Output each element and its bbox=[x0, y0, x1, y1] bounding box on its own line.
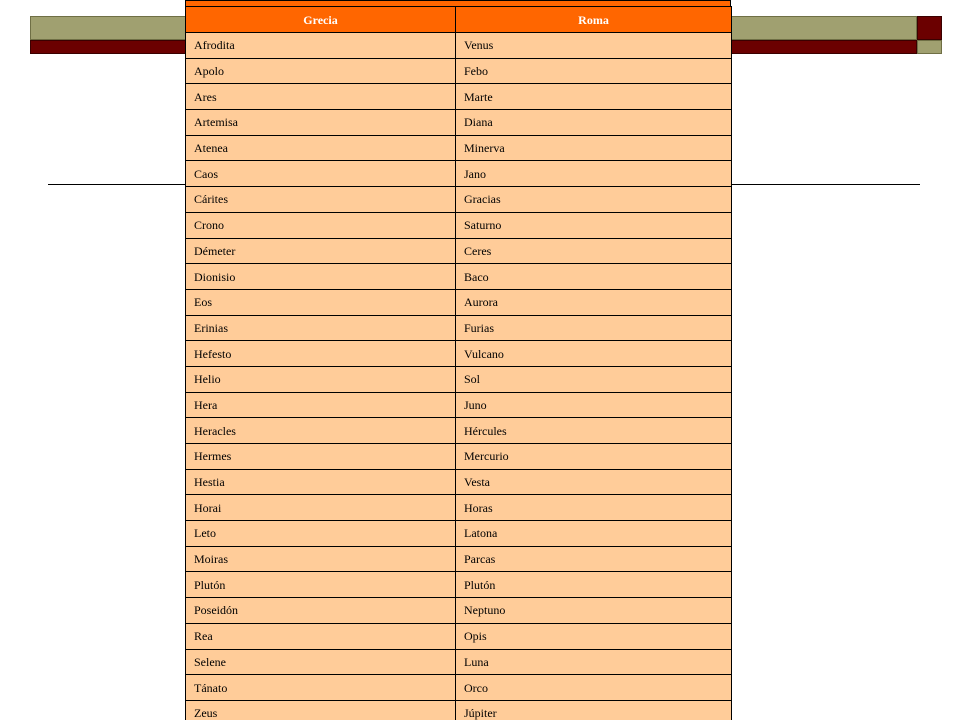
table-body bbox=[186, 33, 732, 720]
divider-right bbox=[730, 184, 920, 185]
table-row bbox=[186, 623, 732, 649]
decor-corner-maroon bbox=[917, 16, 942, 40]
table-row bbox=[186, 366, 732, 392]
cell-greek-name: Heracles bbox=[186, 418, 456, 444]
table-row bbox=[186, 110, 732, 136]
cell-roman-name: Luna bbox=[456, 649, 732, 675]
cell-roman-name: Baco bbox=[456, 264, 732, 290]
cell-roman-name: Gracias bbox=[456, 187, 732, 213]
cell-greek-name: Rea bbox=[186, 623, 456, 649]
cell-roman-name: Jano bbox=[456, 161, 732, 187]
cell-roman-name: Parcas bbox=[456, 546, 732, 572]
cell-greek-name: Artemisa bbox=[186, 110, 456, 136]
header-roma: Roma bbox=[456, 7, 732, 33]
cell-roman-name: Diana bbox=[456, 110, 732, 136]
table-header-row bbox=[186, 7, 732, 33]
cell-greek-name: Hefesto bbox=[186, 341, 456, 367]
cell-greek-name: Zeus bbox=[186, 700, 456, 720]
cell-greek-name: Cárites bbox=[186, 187, 456, 213]
table-row bbox=[186, 341, 732, 367]
header-grecia: Grecia bbox=[186, 7, 456, 33]
table-row bbox=[186, 187, 732, 213]
cell-greek-name: Eos bbox=[186, 289, 456, 315]
cell-greek-name: Hera bbox=[186, 392, 456, 418]
cell-roman-name: Latona bbox=[456, 521, 732, 547]
cell-roman-name: Venus bbox=[456, 33, 732, 59]
cell-greek-name: Apolo bbox=[186, 58, 456, 84]
cell-roman-name: Aurora bbox=[456, 289, 732, 315]
cell-roman-name: Sol bbox=[456, 366, 732, 392]
cell-roman-name: Minerva bbox=[456, 135, 732, 161]
decor-corner-olive bbox=[917, 40, 942, 54]
table-row bbox=[186, 649, 732, 675]
cell-greek-name: Erinias bbox=[186, 315, 456, 341]
cell-greek-name: Helio bbox=[186, 366, 456, 392]
cell-greek-name: Crono bbox=[186, 212, 456, 238]
table-row bbox=[186, 572, 732, 598]
cell-greek-name: Caos bbox=[186, 161, 456, 187]
cell-roman-name: Opis bbox=[456, 623, 732, 649]
table-row bbox=[186, 495, 732, 521]
table-row bbox=[186, 392, 732, 418]
cell-greek-name: Horai bbox=[186, 495, 456, 521]
cell-roman-name: Juno bbox=[456, 392, 732, 418]
cell-roman-name: Ceres bbox=[456, 238, 732, 264]
gods-table-container bbox=[185, 0, 731, 720]
table-row bbox=[186, 546, 732, 572]
cell-roman-name: Hércules bbox=[456, 418, 732, 444]
table-row bbox=[186, 598, 732, 624]
cell-roman-name: Vesta bbox=[456, 469, 732, 495]
table-row bbox=[186, 84, 732, 110]
cell-roman-name: Neptuno bbox=[456, 598, 732, 624]
cell-roman-name: Orco bbox=[456, 675, 732, 701]
cell-roman-name: Vulcano bbox=[456, 341, 732, 367]
cell-greek-name: Selene bbox=[186, 649, 456, 675]
table-row bbox=[186, 264, 732, 290]
decor-band-maroon-left bbox=[30, 40, 185, 54]
table-row bbox=[186, 315, 732, 341]
cell-greek-name: Dionisio bbox=[186, 264, 456, 290]
table-row bbox=[186, 212, 732, 238]
cell-greek-name: Leto bbox=[186, 521, 456, 547]
cell-roman-name: Furias bbox=[456, 315, 732, 341]
table-row bbox=[186, 161, 732, 187]
divider-left bbox=[48, 184, 186, 185]
cell-greek-name: Poseidón bbox=[186, 598, 456, 624]
cell-roman-name: Júpiter bbox=[456, 700, 732, 720]
cell-roman-name: Febo bbox=[456, 58, 732, 84]
table-row bbox=[186, 33, 732, 59]
table-row bbox=[186, 700, 732, 720]
cell-greek-name: Tánato bbox=[186, 675, 456, 701]
table-row bbox=[186, 521, 732, 547]
cell-greek-name: Hestia bbox=[186, 469, 456, 495]
table-row bbox=[186, 418, 732, 444]
table-row bbox=[186, 135, 732, 161]
cell-roman-name: Marte bbox=[456, 84, 732, 110]
greek-roman-gods-table bbox=[185, 6, 732, 720]
cell-greek-name: Plutón bbox=[186, 572, 456, 598]
table-row bbox=[186, 58, 732, 84]
table-row bbox=[186, 469, 732, 495]
table-row bbox=[186, 675, 732, 701]
cell-roman-name: Saturno bbox=[456, 212, 732, 238]
cell-roman-name: Horas bbox=[456, 495, 732, 521]
cell-roman-name: Plutón bbox=[456, 572, 732, 598]
cell-greek-name: Moiras bbox=[186, 546, 456, 572]
decor-band-maroon-right bbox=[731, 40, 917, 54]
table-row bbox=[186, 444, 732, 470]
cell-greek-name: Atenea bbox=[186, 135, 456, 161]
cell-greek-name: Afrodita bbox=[186, 33, 456, 59]
table-row bbox=[186, 238, 732, 264]
cell-greek-name: Ares bbox=[186, 84, 456, 110]
cell-greek-name: Démeter bbox=[186, 238, 456, 264]
cell-roman-name: Mercurio bbox=[456, 444, 732, 470]
table-row bbox=[186, 289, 732, 315]
decor-band-olive-right bbox=[731, 16, 917, 40]
decor-band-olive-left bbox=[30, 16, 185, 40]
cell-greek-name: Hermes bbox=[186, 444, 456, 470]
